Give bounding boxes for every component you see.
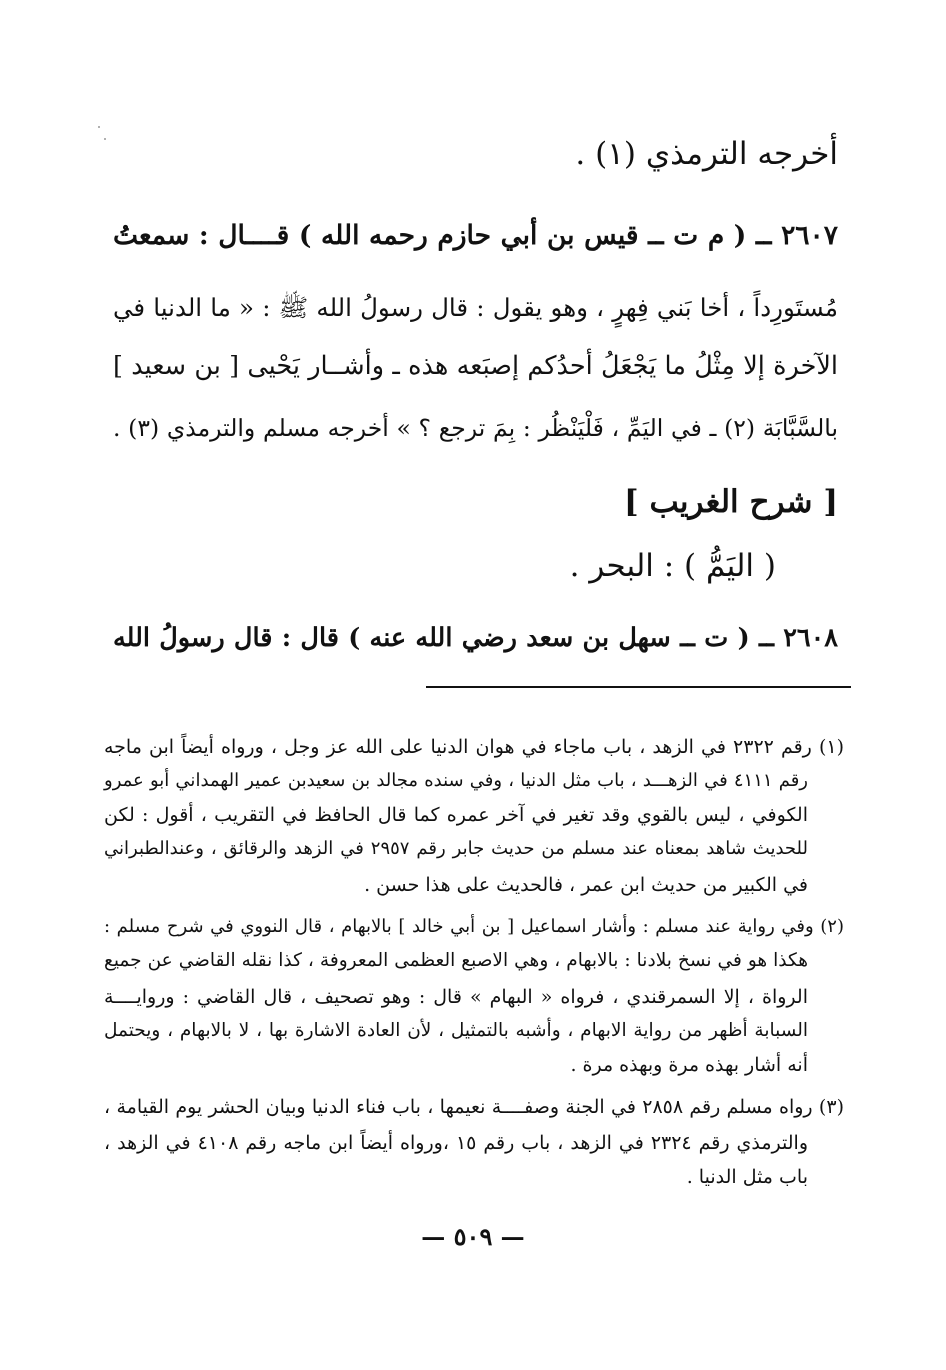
page-number: — ٥٠٩ — — [421, 1222, 525, 1251]
footnote-3-line-2: والترمذي رقم ٢٣٢٤ في الزهد ، باب رقم ١٥ ،ورواه أيضاً ابن ماجه رقم ٤١٠٨ في الزهد ، — [104, 1132, 809, 1154]
footnote-2-line-2: هكذا هو في نسخ بلادنا : بالابهام ، وهي الاصبع العظمى المعروفة ، كذا نقله القاضي عن جميع — [104, 950, 808, 971]
gloss-line: ( اليَمُّ ) : البحر . — [569, 548, 776, 584]
footnote-2-line-1: (٢) وفي رواية عند مسلم : وأشار اسماعيل [ بن أبي خالد ] بالابهام ، قال النووي في شرح مسلم : — [104, 916, 844, 937]
text-line-4: الآخرة إلا مِثْلُ ما يَجْعَلُ أحدُكم إصبَعه هذه ـ وأشــار يَحْيى [ بن سعيد ] — [113, 351, 838, 381]
footnote-3-line-1: (٣) رواه مسلم رقم ٢٨٥٨ في الجنة وصفــــة نعيمها ، باب فناء الدنيا وبيان الحشر يوم القيامة ، — [104, 1096, 844, 1118]
text-line-5: بالسَّبَّابَة (٢) ـ في اليَمِّ ، فَلْيَنْظُر : بِمَ ترجع ؟ » أخرجه مسلم والترمذي (٣) . — [113, 414, 839, 442]
hadith-2608-heading: ٢٦٠٨ ــ ( ت ــ سهل بن سعد رضي الله عنه ) قال : قال رسولُ الله — [113, 623, 838, 653]
footnote-2-line-3: الرواة ، إلا السمرقندي ، فرواه « البهام » قال : وهو تصحيف ، قال القاضي : وروايــــة — [104, 986, 808, 1008]
section-heading-gharib: [ شرح الغريب ] — [624, 484, 838, 520]
scan-speck — [98, 126, 100, 128]
footnote-1-line-2: رقم ٤١١١ في الزهـــد ، باب مثل الدنيا ، وفي سنده مجالد بن سعيدبن عمير الهمداني أبو عمرو — [104, 770, 808, 791]
footnote-1-line-5: في الكبير من حديث ابن عمر ، فالحديث على هذا حسن . — [364, 874, 808, 896]
footnote-divider — [426, 686, 851, 688]
scan-speck — [104, 138, 106, 140]
footnote-3-line-3: باب مثل الدنيا . — [686, 1166, 808, 1188]
footnote-1-line-1: (١) رقم ٢٣٢٢ في الزهد ، باب ماجاء في هوان الدنيا على الله عز وجل ، ورواه أيضاً ابن ماجه — [104, 736, 844, 758]
text-line-1: أخرجه الترمذي (١) . — [575, 136, 838, 172]
footnote-2-line-4: السبابة أظهر من رواية الابهام ، وأشبه بالتمثيل ، لأن العادة الاشارة بها ، لا بالابهام ، ويحتمل — [104, 1020, 808, 1041]
footnote-2-line-5: أنه أشار بهذه مرة وبهذه مرة . — [570, 1054, 808, 1076]
text-line-3: مُستَورِداً ، أخا بَني فِهرٍ ، وهو يقول : قال رسولُ الله ﷺ : « ما الدنيا في — [113, 293, 838, 322]
footnote-1-line-4: للحديث شاهد بمعناه عند مسلم من حديث جابر رقم ٢٩٥٧ في الزهد والرقائق ، وعندالطبراني — [104, 838, 808, 859]
footnote-1-line-3: الكوفي ، ليس بالقوي وقد تغير في آخر عمره كما قال الحافظ في التقريب ، أقول : لكن — [104, 804, 808, 826]
hadith-2607-heading: ٢٦٠٧ ــ ( م ت ــ قيس بن أبي حازم رحمه الله ) قــــال : سمعتُ — [113, 220, 838, 251]
